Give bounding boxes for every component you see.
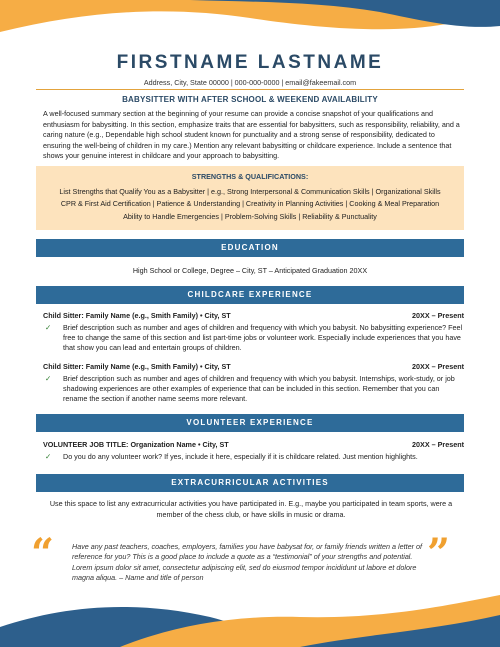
- education-heading: EDUCATION: [36, 239, 464, 257]
- education-entry: High School or College, Degree – City, ST – Anticipated Graduation 20XX: [132, 266, 368, 275]
- volunteer-heading: VOLUNTEER EXPERIENCE: [36, 414, 464, 432]
- resume-header: [0, 52, 500, 87]
- check-icon: ✓: [45, 452, 52, 461]
- check-icon: ✓: [45, 374, 52, 383]
- contact-info: Address, City, State 00000 | 000-000-0000 | email@fakeemail.com: [143, 78, 357, 87]
- strength-row: List Strengths that Qualify You as a Babysitter | e.g., Strong Interpersonal & Communication Skills | Organizational Skills: [59, 186, 441, 196]
- strengths-box: [36, 166, 464, 230]
- bottom-wave-decoration: [0, 587, 500, 647]
- strength-row: Ability to Handle Emergencies | Problem-Solving Skills | Reliability & Punctuality: [123, 211, 377, 221]
- job-title: Child Sitter: Family Name (e.g., Smith Family) • City, ST: [43, 311, 231, 320]
- check-icon: ✓: [45, 323, 52, 332]
- testimonial-text: Have any past teachers, coaches, employers, families you have babysat for, or family friends written a letter of reference for you? This is a good place to include a quote as a “testimonial” of your strengths and potential. Lorem ipsum dolor sit amet, consectetur adipiscing elit, sed do eiusmod tempor incididunt ut labore et dolore magna aliqua. – Name and title of person: [72, 542, 422, 582]
- volunteer-dates: 20XX – Present: [412, 440, 464, 449]
- bullet-text: Brief description such as number and ages of children and frequency with which you babysit. No babysitting experience? Feel free to change the same of this section and list part-time jobs or volunteer work. Especially include experiences that you have that show you can lead and entertain groups of children.: [63, 323, 463, 353]
- strengths-title: STRENGTHS & QUALIFICATIONS:: [191, 172, 309, 181]
- job-bullet: [43, 323, 464, 354]
- job-dates: 20XX – Present: [412, 362, 464, 371]
- top-wave-decoration: [0, 0, 500, 60]
- bullet-text: Brief description such as number and ages of children and frequency with which you babysit. Internships, work-study, or job shadowing experiences are other examples of experience that can be included in this section. Remember that you can rename the section if another name seems more relevant.: [63, 374, 455, 404]
- open-quote-icon: “: [31, 530, 55, 577]
- close-quote-icon: ”: [427, 530, 451, 577]
- volunteer-bullet: [43, 452, 464, 462]
- objective-title: BABYSITTER WITH AFTER SCHOOL & WEEKEND AVAILABILITY: [122, 95, 378, 104]
- extracurricular-text: Use this space to list any extracurricular activities you have participated in. E.g., maybe you participated in team sports, were a member of the chess club, or have skills in music or drama.: [49, 499, 453, 519]
- volunteer-entry: [43, 440, 464, 462]
- job-entry: [43, 362, 464, 405]
- job-dates: 20XX – Present: [412, 311, 464, 320]
- candidate-name: FIRSTNAME LASTNAME: [116, 52, 384, 73]
- bullet-text: Do you do any volunteer work? If yes, include it here, especially if it is childcare related. Just mention highlights.: [63, 452, 418, 461]
- strength-row: CPR & First Aid Certification | Patience & Understanding | Creativity in Planning Activities | Cooking & Meal Preparation: [60, 199, 440, 208]
- volunteer-title: VOLUNTEER JOB TITLE: Organization Name • City, ST: [43, 440, 229, 449]
- job-entry: [43, 311, 464, 354]
- childcare-heading: CHILDCARE EXPERIENCE: [36, 286, 464, 304]
- job-title: Child Sitter: Family Name (e.g., Smith Family) • City, ST: [43, 362, 231, 371]
- summary-paragraph: A well-focused summary section at the beginning of your resume can provide a concise snapshot of your qualifications and enthusiasm for babysitting. In this section, emphasize traits that are essential for babysitters, such as responsibility, reliability, and a caring nature (e.g., Dependable high school student known for punctuality and a strong sense of responsibility, dedicated to ensuring the well-being of children in my care.) Mention any relevant babysitting or childcare experience. Include a sentence that shows your genuine interest in childcare and your approach to babysitting.: [43, 109, 460, 160]
- extracurricular-heading: EXTRACURRICULAR ACTIVITIES: [36, 474, 464, 492]
- header-divider: [36, 89, 464, 90]
- job-bullet: [43, 374, 464, 405]
